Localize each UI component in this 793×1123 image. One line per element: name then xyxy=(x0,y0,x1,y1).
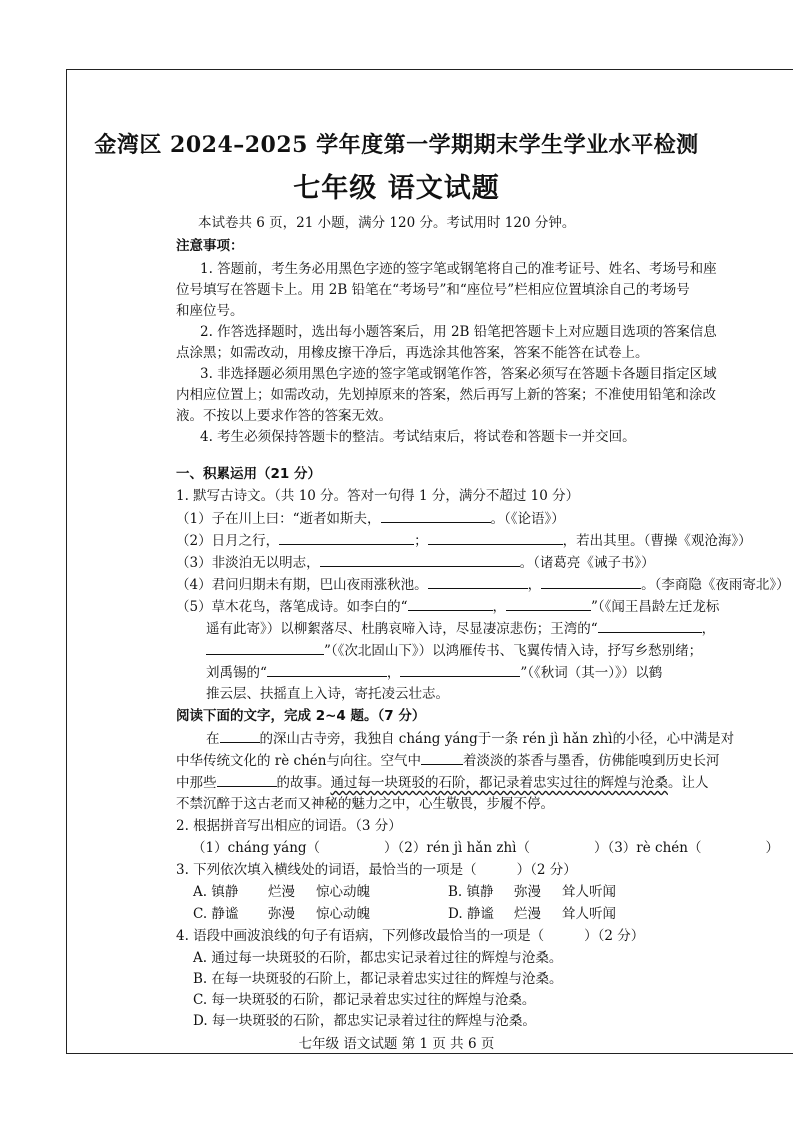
passage-line: 在 的深山古寺旁，我独自 cháng yáng于一条 rén jì hǎn zhì的小径，心中满是对 xyxy=(206,731,735,747)
wavy-sentence: 通过每一块斑驳的石阶，都记录着忠实过往的辉煌与沧桑 xyxy=(330,775,668,791)
q4-option-d[interactable]: D. 每一块斑驳的石阶，都忠实记录着过往的辉煌与沧桑。 xyxy=(193,1013,536,1029)
notice-line: 位号填写在答题卡上。用 2B 铅笔在“考场号”和“座位号”栏相应位置填涂自己的考场号 xyxy=(176,282,690,298)
q3-stem: 3. 下列依次填入横线处的词语，最恰当的一项是（ ）（2 分） xyxy=(176,862,577,878)
q2-answers: （1）cháng yáng（ ）（2）rén jì hǎn zhì（ ）（3）rè chén（ ） xyxy=(192,840,779,856)
answer-blank[interactable] xyxy=(320,553,520,567)
answer-blank[interactable] xyxy=(381,509,491,523)
q3-option-c[interactable]: C. 静谧 弥漫 惊心动魄 xyxy=(193,906,370,922)
q3-option-b[interactable]: B. 镇静 弥漫 耸人听闻 xyxy=(448,884,616,900)
answer-blank[interactable] xyxy=(400,663,520,677)
notice-heading: 注意事项： xyxy=(176,238,244,254)
q1-stem: 1. 默写古诗文。（共 10 分。答对一句得 1 分，满分不超过 10 分） xyxy=(176,488,580,504)
q3-option-d[interactable]: D. 静谧 烂漫 耸人听闻 xyxy=(448,906,616,922)
notice-line: 内相应位置上；如需改动，先划掉原来的答案，然后再写上新的答案；不准使用铅笔和涂改 xyxy=(176,387,716,403)
q4-option-c[interactable]: C. 每一块斑驳的石阶，都记录着忠实过往的辉煌与沧桑。 xyxy=(193,992,536,1008)
q1-line-4: （4）君问归期未有期，巴山夜雨涨秋池。 ， 。（李商隐《夜雨寄北》） xyxy=(176,577,790,593)
answer-blank[interactable] xyxy=(206,641,324,655)
q3-option-a[interactable]: A. 镇静 烂漫 惊心动魄 xyxy=(193,884,370,900)
answer-blank[interactable] xyxy=(428,575,528,589)
q1-line-6: 遥有此寄》）以柳絮落尽、杜鹃哀啼入诗，尽显凄凉悲伤；王湾的“ ， xyxy=(206,621,716,637)
answer-blank[interactable] xyxy=(279,531,414,545)
answer-blank[interactable] xyxy=(506,597,591,611)
notice-line: 4. 考生必须保持答题卡的整洁。考试结束后，将试卷和答题卡一并交回。 xyxy=(200,429,636,445)
q4-option-a[interactable]: A. 通过每一块斑驳的石阶，都忠实记录着过往的辉煌与沧桑。 xyxy=(193,950,563,966)
exam-title: 金湾区 2024–2025 学年度第一学期期末学生学业水平检测 xyxy=(94,132,699,158)
passage-line: 中华传统文化的 rè chén与向往。空气中 着淡淡的茶香与墨香，仿佛能嗅到历史长河 xyxy=(176,753,720,769)
q2-stem: 2. 根据拼音写出相应的词语。（3 分） xyxy=(176,818,402,834)
exam-intro: 本试卷共 6 页，21 小题，满分 120 分。考试用时 120 分钟。 xyxy=(198,215,576,231)
passage-line: 中那些 的故事。通过每一块斑驳的石阶，都记录着忠实过往的辉煌与沧桑。让人 xyxy=(176,775,709,791)
notice-line: 1. 答题前，考生务必用黑色字迹的签字笔或钢笔将自己的准考证号、姓名、考场号和座 xyxy=(200,261,717,277)
q1-line-1: （1）子在川上曰：“逝者如斯夫， 。（《论语》） xyxy=(176,511,565,527)
q1-line-8: 刘禹锡的“ ， ”（《秋词（其一）》）以鹤 xyxy=(206,665,663,681)
notice-line: 和座位号。 xyxy=(176,303,244,319)
page-footer: 七年级 语文试题 第 1 页 共 6 页 xyxy=(298,1036,495,1052)
notice-line: 3. 非选择题必须用黑色字迹的签字笔或钢笔作答，答案必须写在答题卡各题目指定区域 xyxy=(200,366,717,382)
exam-subtitle: 七年级 语文试题 xyxy=(293,173,500,204)
answer-blank[interactable] xyxy=(421,751,463,765)
answer-blank[interactable] xyxy=(267,663,387,677)
passage-line: 不禁沉醉于这古老而又神秘的魅力之中，心生敬畏，步履不停。 xyxy=(176,796,554,812)
q1-line-2: （2）日月之行， ； ，若出其里。（曹操《观沧海》） xyxy=(176,533,752,549)
answer-blank[interactable] xyxy=(428,531,563,545)
q1-line-5: （5）草木花鸟，落笔成诗。如李白的“ ， ”（《闻王昌龄左迁龙标 xyxy=(176,599,720,615)
notice-line: 点涂黑；如需改动，用橡皮擦干净后，再选涂其他答案，答案不能答在试卷上。 xyxy=(176,345,649,361)
section-heading: 一、积累运用（21 分） xyxy=(176,466,321,482)
answer-blank[interactable] xyxy=(408,597,493,611)
q1-line-9: 推云层、扶摇直上入诗，寄托凌云壮志。 xyxy=(206,686,449,702)
answer-blank[interactable] xyxy=(217,773,277,787)
answer-blank[interactable] xyxy=(541,575,641,589)
answer-blank[interactable] xyxy=(220,729,260,743)
reading-heading: 阅读下面的文字，完成 2~4 题。（7 分） xyxy=(176,708,426,724)
answer-blank[interactable] xyxy=(598,619,702,633)
notice-line: 2. 作答选择题时，选出每小题答案后，用 2B 铅笔把答题卡上对应题目选项的答案信息 xyxy=(200,324,717,340)
q4-stem: 4. 语段中画波浪线的句子有语病，下列修改最恰当的一项是（ ）（2 分） xyxy=(176,928,645,944)
q1-line-3: （3）非淡泊无以明志， 。（诸葛亮《诫子书》） xyxy=(176,555,655,571)
q4-option-b[interactable]: B. 在每一块斑驳的石阶上，都记录着忠实过往的辉煌与沧桑。 xyxy=(193,971,563,987)
q1-line-7: ”（《次北固山下》）以鸿雁传书、飞翼传情入诗，抒写乡愁别绪； xyxy=(206,641,702,660)
notice-line: 液。不按以上要求作答的答案无效。 xyxy=(176,408,392,424)
